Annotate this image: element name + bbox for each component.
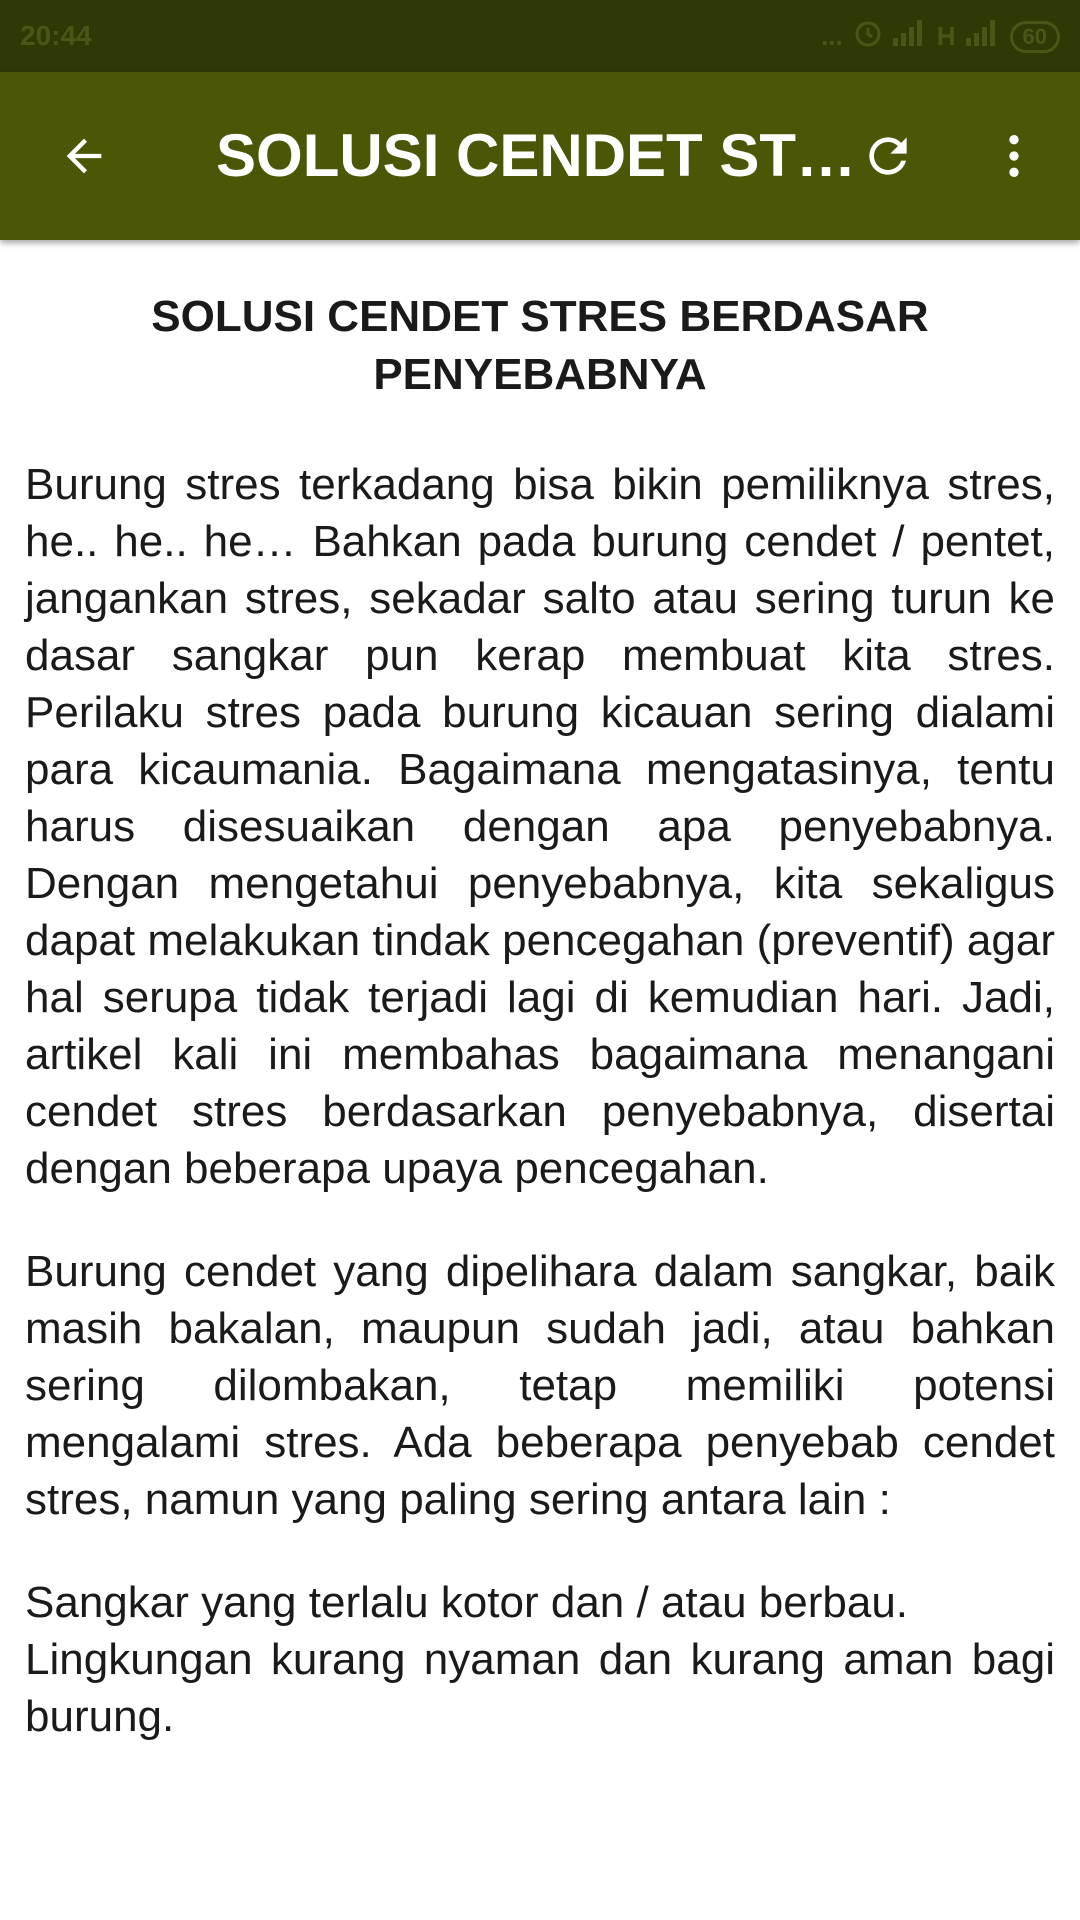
cause-list <box>25 1574 1055 1745</box>
refresh-button[interactable] <box>848 116 928 196</box>
app-bar <box>0 72 1080 240</box>
status-time: 20:44 <box>20 20 92 51</box>
status-bar <box>0 0 1080 72</box>
status-icons <box>821 18 1060 55</box>
alarm-icon <box>853 18 883 55</box>
article-title: SOLUSI CENDET STRES BERDASAR PENYEBABNYA <box>151 292 929 399</box>
more-vert-icon <box>986 128 1042 184</box>
signal-icon-2 <box>966 20 1000 53</box>
battery-indicator: 60 <box>1010 21 1060 53</box>
refresh-icon <box>860 128 916 184</box>
back-button[interactable] <box>44 116 124 196</box>
signal-icon <box>893 20 927 53</box>
arrow-left-icon <box>58 130 110 182</box>
list-item: Lingkungan kurang nyaman dan kurang aman bagi burung. <box>25 1635 1055 1741</box>
article-content[interactable] <box>0 240 1080 1920</box>
article-paragraph: Burung cendet yang dipelihara dalam sangkar, baik masih bakalan, maupun sudah jadi, atau bahkan sering dilombakan, tetap memiliki potensi mengalami stres. Ada beberapa penyebab cendet stres, namun yang paling sering antara lain : <box>25 1247 1055 1524</box>
app-bar-title: SOLUSI CENDET ST… <box>216 122 857 189</box>
article-paragraph: Burung stres terkadang bisa bikin pemiliknya stres, he.. he.. he… Bahkan pada burung cendet / pentet, jangankan stres, sekadar salto atau sering turun ke dasar sangkar pun kerap membuat kita stres. Perilaku stres pada burung kicauan sering dialami para kicaumania. Bagaimana mengatasinya, tentu harus disesuaikan dengan apa penyebabnya. Dengan mengetahui penyebabnya, kita sekaligus dapat melakukan tindak pencegahan (preventif) agar hal serupa tidak terjadi lagi di kemudian hari. Jadi, artikel kali ini membahas bagaimana menangani cendet stres berdasarkan penyebabnya, disertai dengan beberapa upaya pencegahan. <box>25 460 1055 1193</box>
list-item: Sangkar yang terlalu kotor dan / atau berbau. <box>25 1578 909 1627</box>
notification-dots-icon: ... <box>821 21 843 51</box>
network-type: H <box>936 21 956 51</box>
more-options-button[interactable] <box>974 116 1054 196</box>
